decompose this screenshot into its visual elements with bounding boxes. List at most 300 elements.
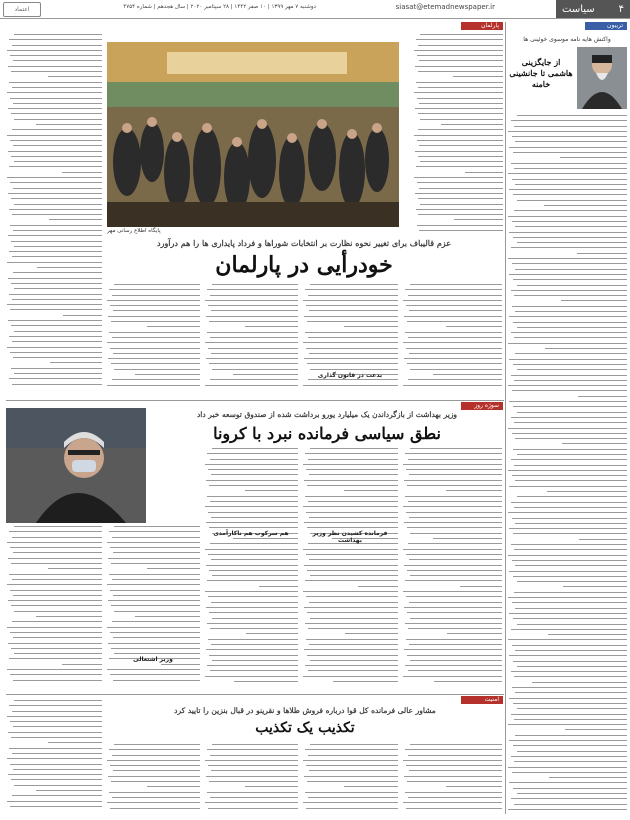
text-line [9,39,102,40]
text-line [10,309,102,310]
text-line [7,584,102,585]
text-line [405,496,502,497]
text-line [110,674,200,675]
text-line [205,385,298,386]
text-line [112,379,200,380]
text-line [511,502,627,503]
masthead-bar [0,0,630,19]
text-line [511,629,627,630]
text-line [11,605,102,606]
text-line [7,801,102,802]
text-line [508,555,627,556]
text-line [205,676,298,677]
text-line [408,379,502,380]
text-line [308,755,398,756]
text-line [13,680,102,681]
text-line [515,523,627,524]
text-line [410,369,502,370]
text-line [108,558,200,559]
top-story-subhead: بدعت در قانون گذاری [317,372,383,379]
text-line [405,289,502,290]
text-line [512,687,627,688]
text-line [508,809,627,810]
text-line [515,141,627,142]
text-line [509,571,627,572]
text-line [13,726,102,727]
text-line [515,608,627,609]
text-line [8,151,102,152]
text-line [207,332,298,333]
text-line [509,147,627,148]
text-line [514,804,627,805]
text-line [406,305,502,306]
text-line [308,670,398,671]
text-line [509,613,627,614]
text-line [304,776,398,777]
text-line [12,753,102,754]
text-line [7,135,102,136]
text-line [403,385,502,386]
text-line [206,522,298,523]
text-line [210,459,298,460]
text-line [233,538,298,539]
text-line [511,459,627,460]
bottom-col-2 [302,744,398,814]
newspaper-logo: اعتماد [3,2,41,17]
text-line [7,177,102,178]
text-line [211,559,298,560]
text-line [517,327,627,328]
text-line [420,161,503,162]
text-line [419,60,503,61]
text-line [408,337,502,338]
text-line [13,272,102,273]
text-line [515,565,627,566]
text-line [147,326,200,327]
text-line [508,343,627,344]
text-line [410,744,502,745]
text-line [420,119,503,120]
text-line [409,474,502,475]
text-line [11,156,102,157]
text-line [307,363,398,364]
text-line [109,792,200,793]
text-line [210,379,298,380]
text-line [107,802,200,803]
text-line [36,616,102,617]
text-line [209,781,298,782]
text-line [514,168,627,169]
text-line [465,172,503,173]
text-line [10,590,102,591]
text-line [404,649,502,650]
text-line [9,82,102,83]
text-line [515,735,627,736]
bottom-story-kicker: مشاور عالی فرمانده کل قوا درباره فروش طلاها و نقرینو در قبال بنزین را تایید کرد [174,706,436,715]
text-line [13,188,102,189]
text-line [514,507,627,508]
text-line [112,579,200,580]
text-line [333,681,398,682]
text-line [11,325,102,326]
text-line [113,680,200,681]
text-line [517,200,627,201]
text-line [303,300,398,301]
text-line [307,527,398,528]
text-line [306,305,398,306]
text-line [9,748,102,749]
text-line [210,543,298,544]
text-line [414,135,503,136]
text-line [509,274,627,275]
sidebar-headline: از جایگزینی هاشمی تا جانشینی خامنه [509,57,573,89]
text-line [212,660,298,661]
text-line [307,655,398,656]
text-line [509,782,627,783]
text-line [517,285,627,286]
text-line [512,263,627,264]
text-line [109,749,200,750]
text-line [409,310,502,311]
date-line: دوشنبه ۷ مهر ۱۳۹۹ | ۱۰ صفر ۱۴۴۲ | ۲۸ سپتامبر ۲۰۲۰ | سال هجدهم | شماره ۴۷۵۴ [123,4,316,10]
text-line [403,591,502,592]
text-line [13,145,102,146]
text-line [407,612,502,613]
text-line [13,552,102,553]
text-line [433,538,502,539]
text-line [514,337,627,338]
sidebar-column [507,22,627,814]
text-line [107,342,200,343]
middle-col-4 [106,526,200,688]
text-line [212,369,298,370]
text-line [306,512,398,513]
text-line [307,321,398,322]
text-line [511,332,627,333]
text-line [50,362,102,363]
text-line [306,348,398,349]
sidebar-intro: واکنش هایه نامه موسوی خوئینی ها [523,36,611,43]
text-line [11,198,102,199]
text-line [512,475,627,476]
text-line [404,522,502,523]
text-line [508,258,627,259]
text-line [565,729,627,730]
text-line [511,671,627,672]
text-line [207,580,298,581]
text-line [512,433,627,434]
text-line [306,639,398,640]
middle-col-1 [402,448,502,688]
text-line [13,230,102,231]
text-line [512,136,627,137]
top-story-text-col-right [413,34,503,238]
text-line [577,253,627,254]
text-line [109,332,200,333]
text-line [37,267,102,268]
text-line [309,310,398,311]
text-line [310,744,398,745]
text-line [408,670,502,671]
text-line [147,786,200,787]
text-line [517,666,627,667]
text-line [560,157,627,158]
text-line [212,448,298,449]
text-line [310,448,398,449]
text-line [36,790,102,791]
text-line [417,182,503,183]
text-line [511,417,627,418]
text-line [406,765,502,766]
text-line [508,470,627,471]
text-line [514,126,627,127]
text-line [344,786,398,787]
text-line [10,674,102,675]
text-line [110,590,200,591]
text-line [7,50,102,51]
text-line [210,295,298,296]
page-header-tab [556,0,630,18]
top-story-kicker: عزم قالیباف برای تغییر نحوه نظارت بر انتخابات شوراها و فرداد پایداری ها را هم درآورد [157,238,451,248]
text-line [515,353,627,354]
text-line [112,337,200,338]
text-line [308,628,398,629]
text-line [11,648,102,649]
top-story-col-3 [204,284,298,390]
text-line [419,145,503,146]
text-line [108,316,200,317]
text-line [207,289,298,290]
text-line [517,242,627,243]
text-line [205,802,298,803]
middle-subhead-2: هم سرکوب هم ناکارآمدی [213,530,289,537]
text-line [207,496,298,497]
text-line [48,568,102,569]
text-line [454,219,504,220]
text-line [12,87,102,88]
text-line [245,326,298,327]
text-line [508,724,627,725]
text-line [418,156,504,157]
text-line [8,235,102,236]
text-line [209,527,298,528]
text-line [403,549,502,550]
text-line [210,670,298,671]
text-line [562,443,627,444]
text-line [410,448,502,449]
text-line [208,305,298,306]
text-line [408,797,502,798]
text-line [511,247,627,248]
text-line [517,115,627,116]
text-line [112,295,200,296]
text-line [208,469,298,470]
text-line [110,808,200,809]
text-line [409,353,502,354]
text-line [513,364,627,365]
text-line [208,808,298,809]
text-line [344,326,398,327]
text-line [206,565,298,566]
text-line [9,658,102,659]
text-line [210,755,298,756]
text-line [406,512,502,513]
text-line [310,660,398,661]
text-line [259,586,298,587]
text-line [210,501,298,502]
text-line [305,792,398,793]
photo-caption: پایگاه اطلاع رسانی مهر [107,228,161,234]
text-line [405,665,502,666]
text-line [515,311,627,312]
text-line [208,639,298,640]
text-line [512,560,627,561]
text-line [8,600,102,601]
text-line [508,131,627,132]
text-line [11,71,102,72]
text-line [508,216,627,217]
text-line [307,485,398,486]
text-line [211,770,298,771]
middle-top-rule [6,400,504,401]
text-line [209,321,298,322]
text-line [511,798,627,799]
text-line [345,633,398,634]
text-line [110,632,200,633]
text-line [307,570,398,571]
text-line [511,375,627,376]
text-line [303,549,398,550]
text-line [418,71,504,72]
text-line [513,279,627,280]
middle-col-2 [302,448,398,688]
text-line [107,385,200,386]
text-line [310,369,398,370]
text-line [517,412,627,413]
text-line [114,611,200,612]
text-line [512,518,627,519]
text-line [48,742,102,743]
text-line [12,256,102,257]
text-line [344,490,398,491]
text-line [112,797,200,798]
text-line [309,353,398,354]
text-line [206,480,298,481]
text-line [304,607,398,608]
text-line [211,602,298,603]
text-line [135,374,200,375]
text-line [408,543,502,544]
text-line [14,373,102,374]
text-line [7,669,102,670]
text-line [515,438,627,439]
text-line [415,66,503,67]
text-line [515,480,627,481]
text-line [410,533,502,534]
text-line [408,755,502,756]
text-line [108,600,200,601]
text-line [147,568,200,569]
text-line [514,210,627,211]
text-line [10,225,102,226]
text-line [513,406,627,407]
text-line [14,288,102,289]
text-line [12,45,102,46]
text-line [508,428,627,429]
text-line [517,624,627,625]
text-line [434,681,502,682]
text-line [514,761,627,762]
text-line [303,676,398,677]
text-line [513,745,627,746]
text-line [305,665,398,666]
text-line [10,352,102,353]
text-line [9,378,102,379]
middle-col-5 [6,526,102,688]
text-line [307,781,398,782]
text-line [245,786,298,787]
text-line [511,714,627,715]
text-line [14,653,102,654]
text-line [416,209,503,210]
text-line [8,558,102,559]
minister-photo [6,408,146,523]
text-line [207,792,298,793]
text-line [433,374,502,375]
text-line [508,173,627,174]
text-line [310,618,398,619]
text-line [8,193,102,194]
text-line [7,716,102,717]
text-line [109,574,200,575]
text-line [403,464,502,465]
text-line [405,792,502,793]
text-line [10,98,102,99]
text-line [513,194,627,195]
text-line [419,103,503,104]
text-line [408,459,502,460]
text-line [509,655,627,656]
text-line [207,749,298,750]
text-line [308,379,398,380]
text-line [14,611,102,612]
text-line [208,596,298,597]
text-line [14,526,102,527]
text-line [508,597,627,598]
text-line [234,681,298,682]
text-line [111,563,200,564]
text-line [114,526,200,527]
text-line [108,776,200,777]
text-line [208,348,298,349]
text-line [207,665,298,666]
text-line [310,284,398,285]
text-line [246,633,298,634]
top-section-label: پارلمان [461,22,503,30]
text-line [415,193,503,194]
text-line [404,358,502,359]
text-line [212,284,298,285]
text-line [135,616,200,617]
text-line [205,760,298,761]
text-line [309,559,398,560]
text-line [453,76,503,77]
text-line [446,490,502,491]
text-line [304,565,398,566]
parliament-photo [107,42,399,227]
text-line [12,795,102,796]
text-line [14,331,102,332]
